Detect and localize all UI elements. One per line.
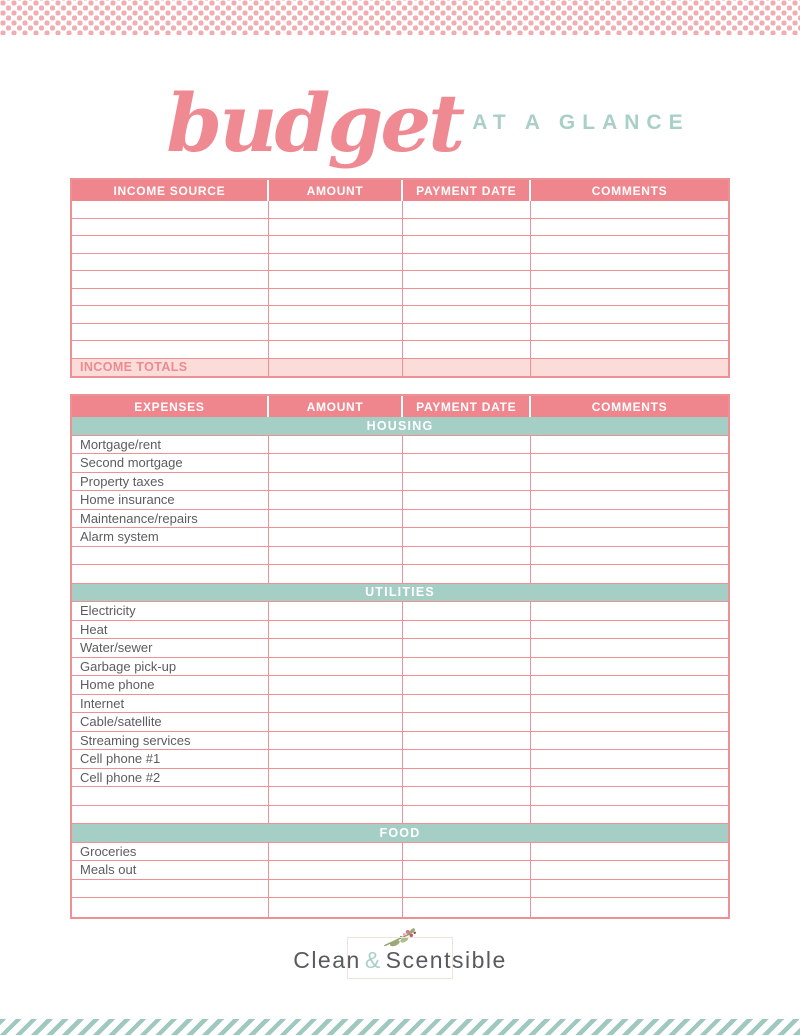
- income-totals-row: [72, 359, 728, 377]
- income-row: [72, 271, 728, 289]
- income-row: [72, 289, 728, 307]
- expense-cell-empty: [403, 510, 531, 529]
- income-header-row: [72, 180, 728, 201]
- expense-cell-empty: [531, 695, 728, 714]
- income-cell-empty: [269, 219, 403, 237]
- expense-cell-empty: [269, 491, 403, 510]
- income-cell-empty: [72, 271, 269, 289]
- expense-cell-empty: [269, 547, 403, 566]
- expense-cell-empty: [531, 658, 728, 677]
- expense-cell-empty: [269, 658, 403, 677]
- brand-name: [293, 947, 507, 974]
- expense-cell-empty: [531, 565, 728, 584]
- expense-item-label: Second mortgage: [72, 454, 269, 473]
- polka-dot-border: [0, 0, 800, 35]
- income-cell-empty: [531, 306, 728, 324]
- income-cell-empty: [72, 201, 269, 219]
- income-cell-empty: [269, 254, 403, 272]
- expense-cell-empty: [531, 491, 728, 510]
- expense-cell-empty: [403, 713, 531, 732]
- expense-cell-empty: [72, 565, 269, 584]
- expense-cell-empty: [403, 676, 531, 695]
- income-cell-empty: [72, 324, 269, 342]
- expense-cell-empty: [269, 621, 403, 640]
- income-cell-empty: [531, 341, 728, 359]
- expense-cell-empty: [269, 806, 403, 825]
- expense-cell-empty: [531, 528, 728, 547]
- expense-section-header-housing: HOUSING: [72, 417, 728, 436]
- expense-item-label: Cable/satellite: [72, 713, 269, 732]
- expense-cell-empty: [531, 621, 728, 640]
- expense-cell-empty: [531, 676, 728, 695]
- income-cell-empty: [72, 219, 269, 237]
- expense-item-label: Heat: [72, 621, 269, 640]
- brand-scentsible: Scentsible: [385, 946, 507, 973]
- expense-row: [72, 732, 728, 751]
- expense-cell-empty: [269, 769, 403, 788]
- income-cell-empty: [403, 236, 531, 254]
- income-header-payment-date: PAYMENT DATE: [403, 180, 531, 201]
- income-cell-empty: [531, 289, 728, 307]
- expense-cell-empty: [403, 880, 531, 899]
- expense-cell-empty: [531, 639, 728, 658]
- expense-row: [72, 787, 728, 806]
- expense-cell-empty: [531, 602, 728, 621]
- income-cell-empty: [531, 201, 728, 219]
- expense-cell-empty: [403, 787, 531, 806]
- income-cell-empty: [269, 324, 403, 342]
- expense-section-header-utilities: UTILITIES: [72, 584, 728, 603]
- expense-cell-empty: [72, 787, 269, 806]
- expense-cell-empty: [269, 639, 403, 658]
- income-cell-empty: [269, 341, 403, 359]
- expense-item-label: Electricity: [72, 602, 269, 621]
- expense-item-label: Maintenance/repairs: [72, 510, 269, 529]
- income-cell-empty: [403, 201, 531, 219]
- expenses-header-expenses: EXPENSES: [72, 396, 269, 417]
- income-cell-empty: [403, 341, 531, 359]
- expense-cell-empty: [531, 806, 728, 825]
- expense-cell-empty: [531, 713, 728, 732]
- expense-row: [72, 621, 728, 640]
- expense-section-header-food: FOOD: [72, 824, 728, 843]
- expense-cell-empty: [269, 436, 403, 455]
- expense-cell-empty: [269, 528, 403, 547]
- income-cell-empty: [269, 289, 403, 307]
- expense-item-label: Internet: [72, 695, 269, 714]
- brand-clean: Clean: [293, 946, 361, 973]
- expense-cell-empty: [72, 547, 269, 566]
- income-cell-empty: [531, 324, 728, 342]
- expense-row: [72, 547, 728, 566]
- expense-item-label: Alarm system: [72, 528, 269, 547]
- expense-section-row-food: [72, 824, 728, 843]
- expense-cell-empty: [531, 454, 728, 473]
- expense-row: [72, 528, 728, 547]
- income-cell-empty: [403, 289, 531, 307]
- expense-row: [72, 861, 728, 880]
- income-cell-empty: [72, 306, 269, 324]
- expense-row: [72, 473, 728, 492]
- expense-cell-empty: [269, 787, 403, 806]
- expense-cell-empty: [269, 880, 403, 899]
- expense-row: [72, 436, 728, 455]
- expense-cell-empty: [403, 565, 531, 584]
- income-header-income-source: INCOME SOURCE: [72, 180, 269, 201]
- expense-item-label: Water/sewer: [72, 639, 269, 658]
- expense-cell-empty: [269, 473, 403, 492]
- expense-cell-empty: [403, 806, 531, 825]
- expenses-header-amount: AMOUNT: [269, 396, 403, 417]
- income-row: [72, 341, 728, 359]
- expense-cell-empty: [403, 473, 531, 492]
- income-totals-cell-empty: [403, 359, 531, 377]
- expense-row: [72, 898, 728, 917]
- expenses-table: [70, 394, 730, 919]
- income-cell-empty: [403, 254, 531, 272]
- expense-cell-empty: [531, 843, 728, 862]
- expense-cell-empty: [403, 639, 531, 658]
- expense-item-label: Home phone: [72, 676, 269, 695]
- income-header-amount: AMOUNT: [269, 180, 403, 201]
- income-cell-empty: [269, 201, 403, 219]
- expense-cell-empty: [72, 806, 269, 825]
- expense-cell-empty: [403, 528, 531, 547]
- expense-row: [72, 806, 728, 825]
- income-row: [72, 201, 728, 219]
- income-cell-empty: [72, 289, 269, 307]
- expense-cell-empty: [269, 454, 403, 473]
- income-row: [72, 324, 728, 342]
- brand-ampersand: &: [364, 946, 382, 973]
- expense-row: [72, 750, 728, 769]
- expense-cell-empty: [269, 565, 403, 584]
- expense-cell-empty: [531, 861, 728, 880]
- income-cell-empty: [403, 306, 531, 324]
- title-at-a-glance: AT A GLANCE: [472, 111, 690, 134]
- income-totals-label: INCOME TOTALS: [72, 359, 269, 377]
- expense-cell-empty: [403, 750, 531, 769]
- expense-row: [72, 510, 728, 529]
- title-script-budget: budget: [166, 76, 463, 170]
- expense-row: [72, 658, 728, 677]
- expense-row: [72, 843, 728, 862]
- expenses-header-row: [72, 396, 728, 417]
- expense-cell-empty: [269, 898, 403, 917]
- expense-section-row-housing: [72, 417, 728, 436]
- expense-cell-empty: [403, 695, 531, 714]
- expense-cell-empty: [403, 898, 531, 917]
- expense-section-row-utilities: [72, 584, 728, 603]
- income-cell-empty: [403, 324, 531, 342]
- expense-cell-empty: [403, 861, 531, 880]
- expense-row: [72, 713, 728, 732]
- income-cell-empty: [72, 341, 269, 359]
- expense-cell-empty: [269, 843, 403, 862]
- expenses-header-comments: COMMENTS: [531, 396, 728, 417]
- expense-row: [72, 769, 728, 788]
- expense-cell-empty: [531, 898, 728, 917]
- expense-cell-empty: [531, 473, 728, 492]
- expense-item-label: Home insurance: [72, 491, 269, 510]
- expense-row: [72, 676, 728, 695]
- income-cell-empty: [531, 254, 728, 272]
- expense-cell-empty: [269, 750, 403, 769]
- expense-row: [72, 454, 728, 473]
- expense-cell-empty: [72, 898, 269, 917]
- expense-cell-empty: [531, 547, 728, 566]
- expense-cell-empty: [269, 676, 403, 695]
- expense-cell-empty: [403, 436, 531, 455]
- expense-cell-empty: [403, 454, 531, 473]
- expense-cell-empty: [531, 787, 728, 806]
- income-row: [72, 306, 728, 324]
- expense-item-label: Streaming services: [72, 732, 269, 751]
- expense-row: [72, 695, 728, 714]
- expense-cell-empty: [403, 491, 531, 510]
- expense-cell-empty: [531, 750, 728, 769]
- expense-item-label: Cell phone #2: [72, 769, 269, 788]
- page-title: [28, 41, 800, 170]
- income-row: [72, 254, 728, 272]
- income-cell-empty: [269, 271, 403, 289]
- income-cell-empty: [72, 254, 269, 272]
- expense-cell-empty: [403, 732, 531, 751]
- footer-brand: [0, 925, 800, 983]
- expense-item-label: Cell phone #1: [72, 750, 269, 769]
- expense-cell-empty: [531, 769, 728, 788]
- expense-cell-empty: [403, 658, 531, 677]
- expense-cell-empty: [531, 436, 728, 455]
- expense-cell-empty: [403, 843, 531, 862]
- expense-item-label: Mortgage/rent: [72, 436, 269, 455]
- expense-row: [72, 880, 728, 899]
- expense-item-label: Property taxes: [72, 473, 269, 492]
- expense-cell-empty: [269, 732, 403, 751]
- expense-cell-empty: [269, 695, 403, 714]
- expense-cell-empty: [269, 510, 403, 529]
- expense-row: [72, 639, 728, 658]
- expense-cell-empty: [531, 880, 728, 899]
- expense-cell-empty: [269, 861, 403, 880]
- expense-cell-empty: [403, 547, 531, 566]
- expense-cell-empty: [403, 621, 531, 640]
- income-cell-empty: [269, 306, 403, 324]
- expense-row: [72, 602, 728, 621]
- income-row: [72, 219, 728, 237]
- income-cell-empty: [269, 236, 403, 254]
- expense-item-label: Meals out: [72, 861, 269, 880]
- income-cell-empty: [72, 236, 269, 254]
- expense-cell-empty: [72, 880, 269, 899]
- income-totals-cell-empty: [531, 359, 728, 377]
- expenses-header-payment-date: PAYMENT DATE: [403, 396, 531, 417]
- expense-cell-empty: [269, 602, 403, 621]
- income-cell-empty: [531, 236, 728, 254]
- income-header-comments: COMMENTS: [531, 180, 728, 201]
- expense-row: [72, 491, 728, 510]
- income-cell-empty: [403, 219, 531, 237]
- expense-item-label: Groceries: [72, 843, 269, 862]
- income-cell-empty: [531, 219, 728, 237]
- income-row: [72, 236, 728, 254]
- income-cell-empty: [531, 271, 728, 289]
- income-table: [70, 178, 730, 378]
- expense-row: [72, 565, 728, 584]
- expense-item-label: Garbage pick-up: [72, 658, 269, 677]
- income-cell-empty: [403, 271, 531, 289]
- expense-cell-empty: [531, 732, 728, 751]
- expense-cell-empty: [403, 602, 531, 621]
- income-totals-cell-empty: [269, 359, 403, 377]
- expense-cell-empty: [531, 510, 728, 529]
- expense-cell-empty: [403, 769, 531, 788]
- diagonal-stripe-border: [0, 1019, 800, 1035]
- expense-cell-empty: [269, 713, 403, 732]
